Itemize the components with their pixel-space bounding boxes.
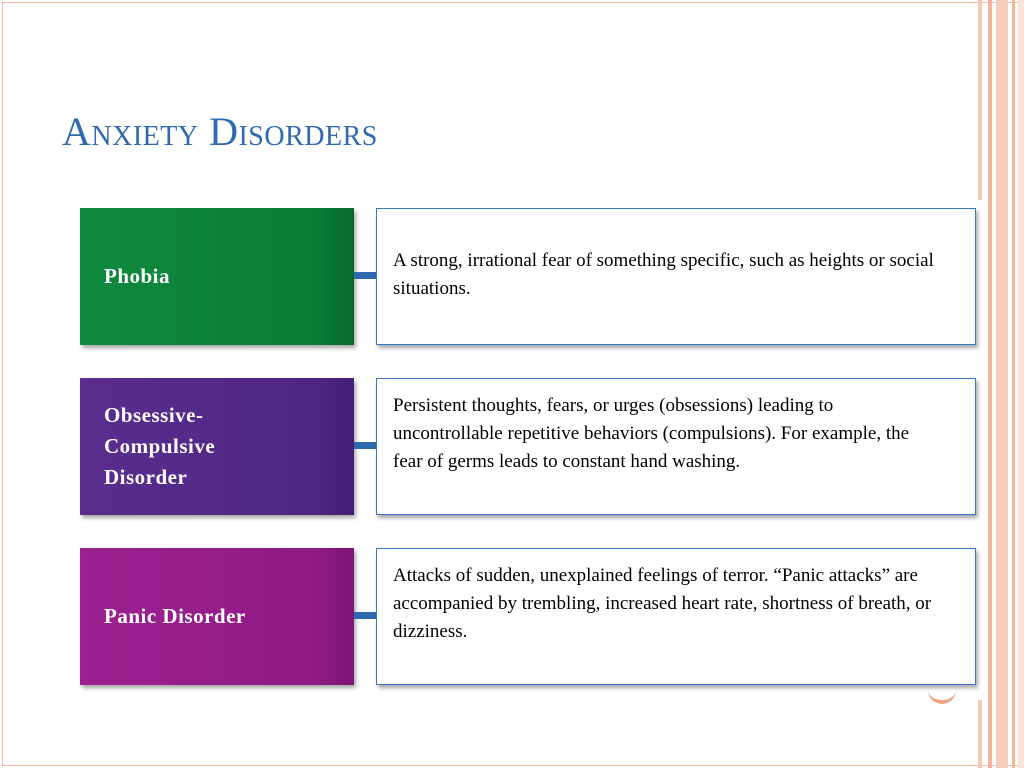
disorder-row-phobia <box>80 208 977 345</box>
term-box-ocd <box>80 378 354 515</box>
disorder-row-panic <box>80 548 977 685</box>
connector-bar <box>354 272 376 279</box>
decorative-stripe <box>1012 0 1015 768</box>
term-box-phobia <box>80 208 354 345</box>
description-text: Attacks of sudden, unexplained feelings of terror. “Panic attacks” are accompanied by trembling, increased heart rate, shortness of breath, or dizziness. <box>393 565 932 642</box>
disorder-row-ocd <box>80 378 977 515</box>
term-label: Phobia <box>104 264 171 288</box>
decorative-stripe <box>988 0 992 768</box>
description-box-panic <box>376 548 976 685</box>
description-box-ocd <box>376 378 976 515</box>
description-text: A strong, irrational fear of something specific, such as heights or social situations. <box>393 250 934 299</box>
term-label: Panic Disorder <box>104 604 246 628</box>
decorative-stripe <box>978 0 982 200</box>
connector-bar <box>354 612 376 619</box>
term-label: Obsessive-Compulsive Disorder <box>104 403 216 489</box>
decorative-stripe <box>996 0 1008 768</box>
description-text: Persistent thoughts, fears, or urges (obsessions) leading to uncontrollable repetitive behaviors (compulsions). For example, the fear of germs leads to constant hand washing. <box>393 395 910 472</box>
term-box-panic <box>80 548 354 685</box>
decorative-stripe <box>1018 0 1024 768</box>
slide-title: Anxiety Disorders <box>62 109 378 154</box>
connector-bar <box>354 442 376 449</box>
decorative-stripe <box>978 700 982 768</box>
description-box-phobia <box>376 208 976 345</box>
